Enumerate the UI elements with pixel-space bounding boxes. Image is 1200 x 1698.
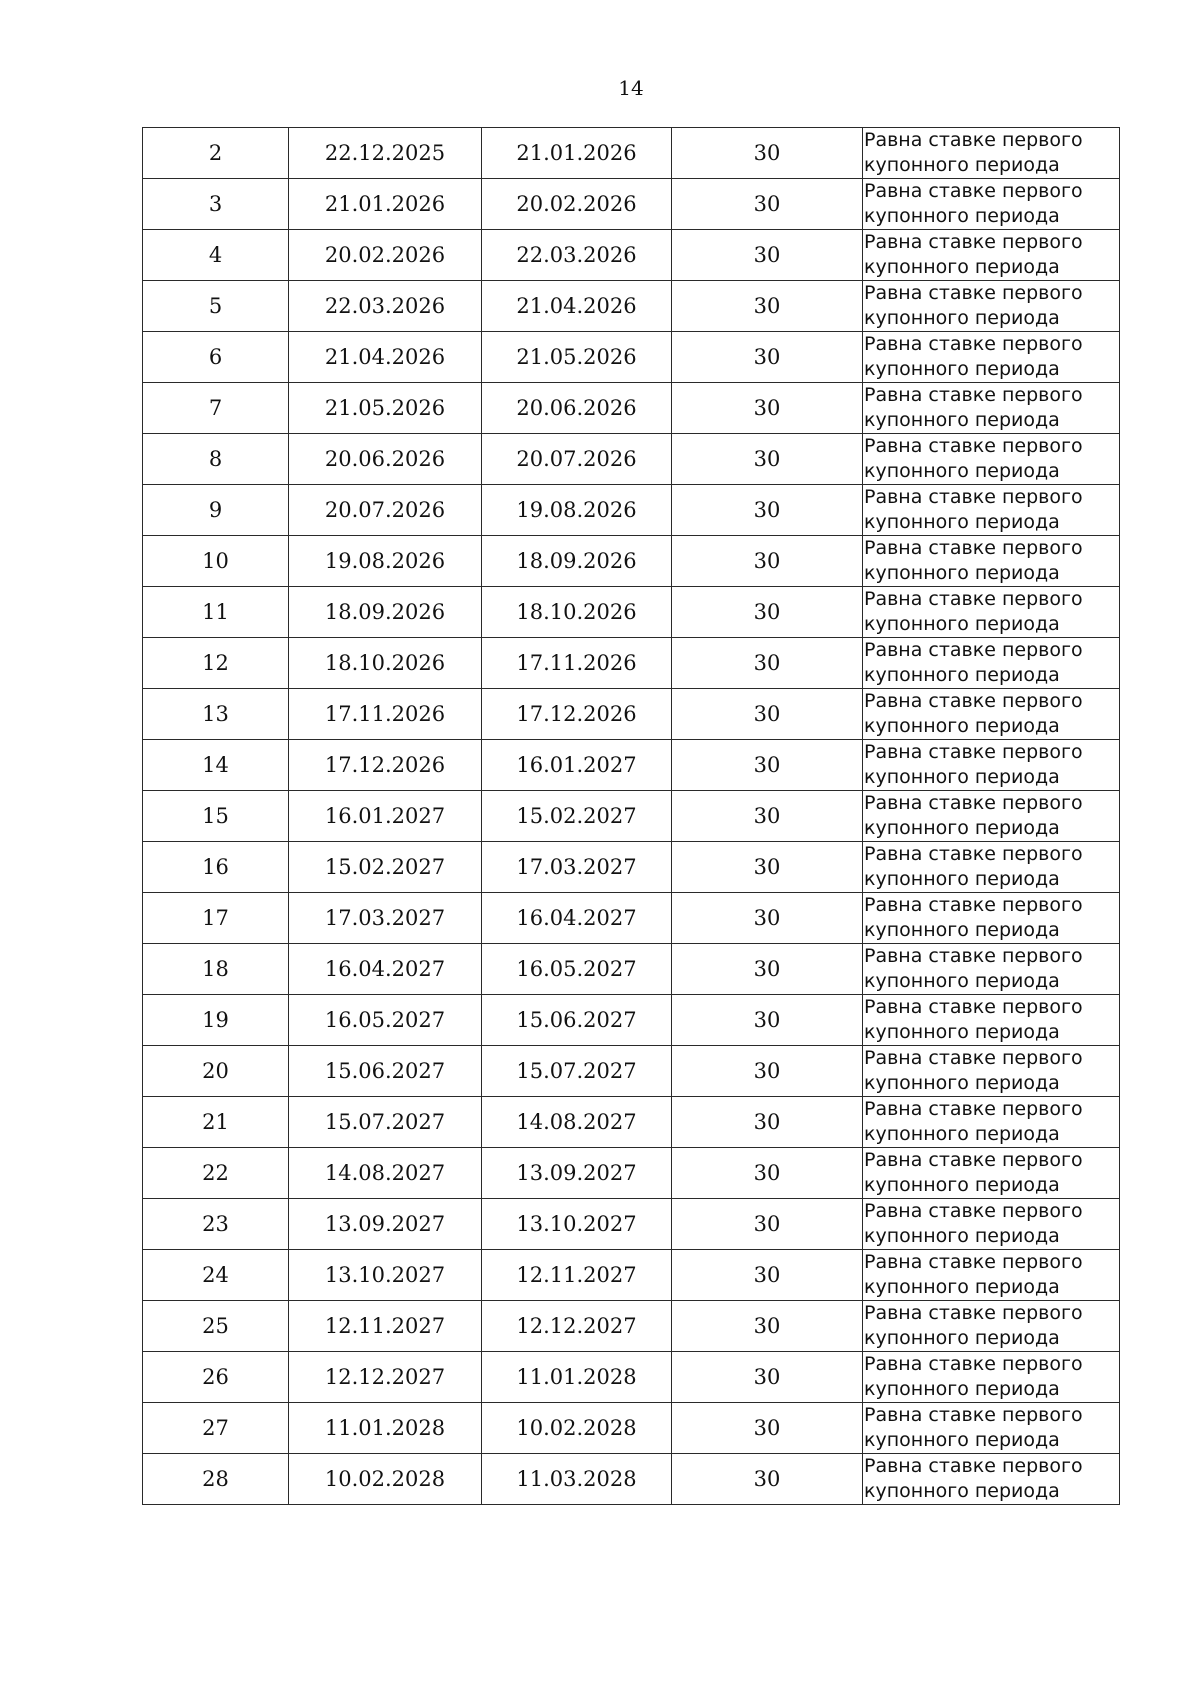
table-row [143, 281, 1120, 332]
period-length-days-cell: 30 [672, 281, 863, 332]
table-row [143, 434, 1120, 485]
period-length-days-cell: 30 [672, 740, 863, 791]
period-start-date-cell: 12.12.2027 [289, 1352, 482, 1403]
coupon-number-cell: 20 [143, 1046, 289, 1097]
period-end-date-cell: 16.01.2027 [482, 740, 672, 791]
coupon-rate-cell: Равна ставке первого купонного периода [863, 1097, 1120, 1148]
coupon-rate-cell: Равна ставке первого купонного периода [863, 179, 1120, 230]
period-start-date-cell: 22.12.2025 [289, 128, 482, 179]
coupon-number-cell: 24 [143, 1250, 289, 1301]
table-row [143, 995, 1120, 1046]
table-row [143, 1097, 1120, 1148]
period-length-days-cell: 30 [672, 689, 863, 740]
table-row [143, 791, 1120, 842]
period-start-date-cell: 15.07.2027 [289, 1097, 482, 1148]
period-length-days-cell: 30 [672, 1454, 863, 1505]
period-length-days-cell: 30 [672, 128, 863, 179]
period-end-date-cell: 13.10.2027 [482, 1199, 672, 1250]
table-body [143, 128, 1120, 1505]
coupon-rate-cell: Равна ставке первого купонного периода [863, 1403, 1120, 1454]
period-end-date-cell: 18.09.2026 [482, 536, 672, 587]
period-end-date-cell: 12.12.2027 [482, 1301, 672, 1352]
period-end-date-cell: 21.05.2026 [482, 332, 672, 383]
table-row [143, 1046, 1120, 1097]
period-length-days-cell: 30 [672, 1199, 863, 1250]
coupon-rate-cell: Равна ставке первого купонного периода [863, 230, 1120, 281]
period-end-date-cell: 21.04.2026 [482, 281, 672, 332]
period-length-days-cell: 30 [672, 230, 863, 281]
period-end-date-cell: 14.08.2027 [482, 1097, 672, 1148]
period-start-date-cell: 14.08.2027 [289, 1148, 482, 1199]
coupon-rate-cell: Равна ставке первого купонного периода [863, 587, 1120, 638]
period-end-date-cell: 15.06.2027 [482, 995, 672, 1046]
period-end-date-cell: 19.08.2026 [482, 485, 672, 536]
coupon-number-cell: 2 [143, 128, 289, 179]
coupon-rate-cell: Равна ставке первого купонного периода [863, 740, 1120, 791]
period-length-days-cell: 30 [672, 638, 863, 689]
period-start-date-cell: 13.09.2027 [289, 1199, 482, 1250]
coupon-number-cell: 15 [143, 791, 289, 842]
table-row [143, 1199, 1120, 1250]
period-end-date-cell: 17.11.2026 [482, 638, 672, 689]
coupon-rate-cell: Равна ставке первого купонного периода [863, 842, 1120, 893]
table-row [143, 740, 1120, 791]
period-length-days-cell: 30 [672, 1250, 863, 1301]
coupon-number-cell: 23 [143, 1199, 289, 1250]
coupon-rate-cell: Равна ставке первого купонного периода [863, 434, 1120, 485]
period-start-date-cell: 13.10.2027 [289, 1250, 482, 1301]
period-start-date-cell: 11.01.2028 [289, 1403, 482, 1454]
coupon-rate-cell: Равна ставке первого купонного периода [863, 1250, 1120, 1301]
period-start-date-cell: 22.03.2026 [289, 281, 482, 332]
table-row [143, 944, 1120, 995]
table-row [143, 1352, 1120, 1403]
period-start-date-cell: 20.02.2026 [289, 230, 482, 281]
period-length-days-cell: 30 [672, 1352, 863, 1403]
coupon-rate-cell: Равна ставке первого купонного периода [863, 1148, 1120, 1199]
coupon-number-cell: 14 [143, 740, 289, 791]
period-end-date-cell: 10.02.2028 [482, 1403, 672, 1454]
table-row [143, 842, 1120, 893]
coupon-number-cell: 28 [143, 1454, 289, 1505]
coupon-number-cell: 12 [143, 638, 289, 689]
period-end-date-cell: 16.05.2027 [482, 944, 672, 995]
period-length-days-cell: 30 [672, 893, 863, 944]
period-length-days-cell: 30 [672, 944, 863, 995]
coupon-rate-cell: Равна ставке первого купонного периода [863, 791, 1120, 842]
coupon-rate-cell: Равна ставке первого купонного периода [863, 1454, 1120, 1505]
table-row [143, 689, 1120, 740]
coupon-rate-cell: Равна ставке первого купонного периода [863, 1301, 1120, 1352]
table-row [143, 128, 1120, 179]
period-end-date-cell: 22.03.2026 [482, 230, 672, 281]
coupon-number-cell: 9 [143, 485, 289, 536]
period-length-days-cell: 30 [672, 1097, 863, 1148]
period-start-date-cell: 12.11.2027 [289, 1301, 482, 1352]
coupon-rate-cell: Равна ставке первого купонного периода [863, 893, 1120, 944]
coupon-rate-cell: Равна ставке первого купонного периода [863, 1352, 1120, 1403]
coupon-rate-cell: Равна ставке первого купонного периода [863, 1199, 1120, 1250]
coupon-number-cell: 18 [143, 944, 289, 995]
coupon-rate-cell: Равна ставке первого купонного периода [863, 689, 1120, 740]
period-length-days-cell: 30 [672, 587, 863, 638]
period-length-days-cell: 30 [672, 791, 863, 842]
coupon-number-cell: 27 [143, 1403, 289, 1454]
coupon-rate-cell: Равна ставке первого купонного периода [863, 1046, 1120, 1097]
table-row [143, 485, 1120, 536]
period-end-date-cell: 16.04.2027 [482, 893, 672, 944]
table-row [143, 1148, 1120, 1199]
coupon-number-cell: 17 [143, 893, 289, 944]
period-end-date-cell: 15.02.2027 [482, 791, 672, 842]
period-length-days-cell: 30 [672, 332, 863, 383]
table-row [143, 383, 1120, 434]
table-row [143, 1403, 1120, 1454]
coupon-number-cell: 5 [143, 281, 289, 332]
period-start-date-cell: 10.02.2028 [289, 1454, 482, 1505]
period-end-date-cell: 20.02.2026 [482, 179, 672, 230]
period-start-date-cell: 21.01.2026 [289, 179, 482, 230]
table-row [143, 638, 1120, 689]
table-row [143, 230, 1120, 281]
period-start-date-cell: 18.09.2026 [289, 587, 482, 638]
period-end-date-cell: 15.07.2027 [482, 1046, 672, 1097]
coupon-number-cell: 16 [143, 842, 289, 893]
period-start-date-cell: 20.07.2026 [289, 485, 482, 536]
period-length-days-cell: 30 [672, 1301, 863, 1352]
period-length-days-cell: 30 [672, 485, 863, 536]
coupon-rate-cell: Равна ставке первого купонного периода [863, 332, 1120, 383]
period-end-date-cell: 17.12.2026 [482, 689, 672, 740]
period-start-date-cell: 17.12.2026 [289, 740, 482, 791]
period-start-date-cell: 17.11.2026 [289, 689, 482, 740]
period-end-date-cell: 20.07.2026 [482, 434, 672, 485]
period-length-days-cell: 30 [672, 179, 863, 230]
coupon-rate-cell: Равна ставке первого купонного периода [863, 536, 1120, 587]
table-row [143, 893, 1120, 944]
period-end-date-cell: 17.03.2027 [482, 842, 672, 893]
coupon-schedule-table [142, 127, 1120, 1505]
table-row [143, 1301, 1120, 1352]
coupon-number-cell: 22 [143, 1148, 289, 1199]
coupon-number-cell: 4 [143, 230, 289, 281]
period-start-date-cell: 16.04.2027 [289, 944, 482, 995]
period-end-date-cell: 21.01.2026 [482, 128, 672, 179]
period-start-date-cell: 17.03.2027 [289, 893, 482, 944]
coupon-rate-cell: Равна ставке первого купонного периода [863, 485, 1120, 536]
period-end-date-cell: 11.01.2028 [482, 1352, 672, 1403]
period-start-date-cell: 16.05.2027 [289, 995, 482, 1046]
table-row [143, 332, 1120, 383]
period-length-days-cell: 30 [672, 1148, 863, 1199]
coupon-rate-cell: Равна ставке первого купонного периода [863, 995, 1120, 1046]
coupon-rate-cell: Равна ставке первого купонного периода [863, 383, 1120, 434]
coupon-number-cell: 13 [143, 689, 289, 740]
period-start-date-cell: 19.08.2026 [289, 536, 482, 587]
period-length-days-cell: 30 [672, 842, 863, 893]
coupon-number-cell: 6 [143, 332, 289, 383]
period-end-date-cell: 20.06.2026 [482, 383, 672, 434]
coupon-rate-cell: Равна ставке первого купонного периода [863, 638, 1120, 689]
coupon-number-cell: 3 [143, 179, 289, 230]
period-end-date-cell: 18.10.2026 [482, 587, 672, 638]
coupon-number-cell: 8 [143, 434, 289, 485]
coupon-number-cell: 11 [143, 587, 289, 638]
period-start-date-cell: 21.05.2026 [289, 383, 482, 434]
period-start-date-cell: 18.10.2026 [289, 638, 482, 689]
period-start-date-cell: 21.04.2026 [289, 332, 482, 383]
coupon-number-cell: 25 [143, 1301, 289, 1352]
period-length-days-cell: 30 [672, 536, 863, 587]
table-row [143, 179, 1120, 230]
period-start-date-cell: 20.06.2026 [289, 434, 482, 485]
coupon-number-cell: 26 [143, 1352, 289, 1403]
coupon-number-cell: 10 [143, 536, 289, 587]
period-length-days-cell: 30 [672, 383, 863, 434]
period-length-days-cell: 30 [672, 995, 863, 1046]
period-length-days-cell: 30 [672, 1046, 863, 1097]
period-start-date-cell: 15.06.2027 [289, 1046, 482, 1097]
table-row [143, 536, 1120, 587]
coupon-rate-cell: Равна ставке первого купонного периода [863, 281, 1120, 332]
coupon-number-cell: 21 [143, 1097, 289, 1148]
coupon-number-cell: 7 [143, 383, 289, 434]
period-length-days-cell: 30 [672, 434, 863, 485]
table-row [143, 1250, 1120, 1301]
coupon-rate-cell: Равна ставке первого купонного периода [863, 128, 1120, 179]
coupon-number-cell: 19 [143, 995, 289, 1046]
table-row [143, 1454, 1120, 1505]
period-end-date-cell: 12.11.2027 [482, 1250, 672, 1301]
period-start-date-cell: 16.01.2027 [289, 791, 482, 842]
page-number: 14 [618, 76, 644, 100]
coupon-rate-cell: Равна ставке первого купонного периода [863, 944, 1120, 995]
period-length-days-cell: 30 [672, 1403, 863, 1454]
table-row [143, 587, 1120, 638]
period-end-date-cell: 13.09.2027 [482, 1148, 672, 1199]
period-start-date-cell: 15.02.2027 [289, 842, 482, 893]
period-end-date-cell: 11.03.2028 [482, 1454, 672, 1505]
